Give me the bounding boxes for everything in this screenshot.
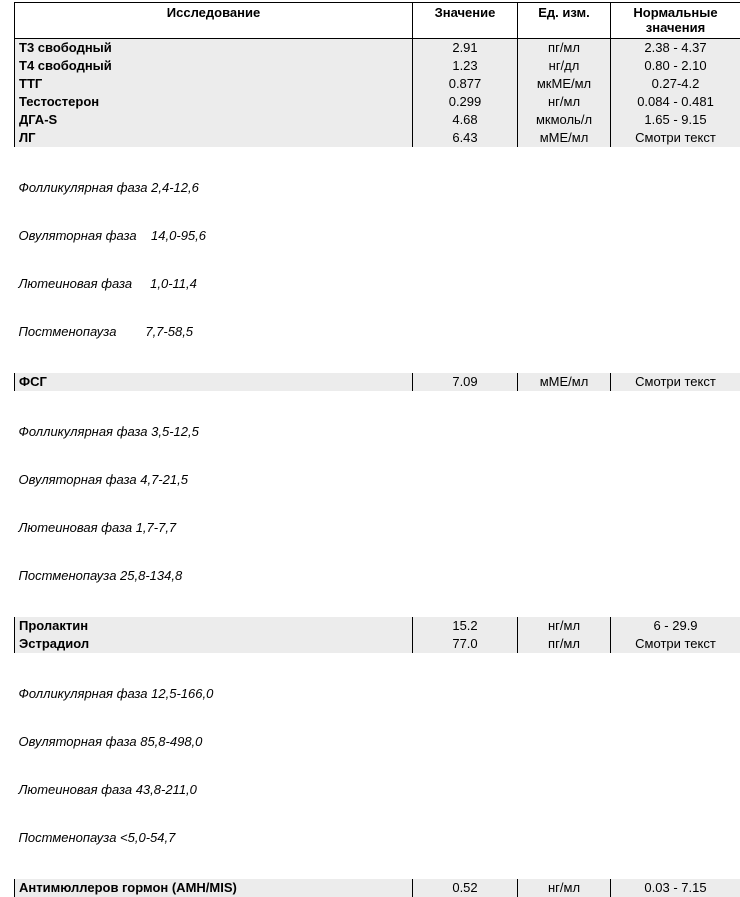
test-name: ЛГ: [15, 129, 413, 147]
reference-notes: [15, 391, 740, 617]
test-name: Пролактин: [15, 617, 413, 635]
test-value: 0.52: [413, 879, 518, 897]
header-unit: Ед. изм.: [518, 3, 611, 39]
test-value: 4.68: [413, 111, 518, 129]
note-line: Овуляторная фаза 14,0-95,6: [19, 228, 737, 244]
note-line: Лютеиновая фаза 1,0-11,4: [19, 276, 737, 292]
header-norm-line2: значения: [646, 20, 705, 35]
note-line: Лютеиновая фаза 1,7-7,7: [19, 520, 737, 536]
test-norm: 6 - 29.9: [611, 617, 740, 635]
test-unit: мМЕ/мл: [518, 129, 611, 147]
test-name: Т3 свободный: [15, 39, 413, 58]
test-name: ФСГ: [15, 373, 413, 391]
note-line: Фолликулярная фаза 3,5-12,5: [19, 424, 737, 440]
note-line: Постменопауза <5,0-54,7: [19, 830, 737, 846]
table-row-t3: [15, 39, 740, 58]
table-row-prolactin: [15, 617, 740, 635]
test-name: ДГА-S: [15, 111, 413, 129]
test-norm: 0.27-4.2: [611, 75, 740, 93]
test-name: Антимюллеров гормон (AMH/MIS): [15, 879, 413, 897]
test-unit: нг/дл: [518, 57, 611, 75]
test-norm: Смотри текст: [611, 373, 740, 391]
test-norm: 0.03 - 7.15: [611, 879, 740, 897]
reference-notes: [15, 653, 740, 879]
header-norm: [611, 3, 740, 39]
test-name: Т4 свободный: [15, 57, 413, 75]
test-name: ТТГ: [15, 75, 413, 93]
test-unit: нг/мл: [518, 617, 611, 635]
test-unit: пг/мл: [518, 39, 611, 58]
table-row-testosterone: [15, 93, 740, 111]
test-value: 1.23: [413, 57, 518, 75]
test-value: 7.09: [413, 373, 518, 391]
reference-notes-estradiol: [15, 653, 740, 879]
lab-results-table: [14, 2, 740, 897]
table-row-ttg: [15, 75, 740, 93]
table-row-fsh: [15, 373, 740, 391]
header-norm-line1: Нормальные: [633, 5, 717, 20]
test-norm: 2.38 - 4.37: [611, 39, 740, 58]
test-value: 2.91: [413, 39, 518, 58]
test-unit: мМЕ/мл: [518, 373, 611, 391]
test-value: 0.877: [413, 75, 518, 93]
test-unit: мкМЕ/мл: [518, 75, 611, 93]
test-name: Эстрадиол: [15, 635, 413, 653]
note-line: Фолликулярная фаза 2,4-12,6: [19, 180, 737, 196]
reference-notes: [15, 147, 740, 373]
test-norm: Смотри текст: [611, 129, 740, 147]
test-value: 15.2: [413, 617, 518, 635]
test-value: 6.43: [413, 129, 518, 147]
test-value: 77.0: [413, 635, 518, 653]
test-unit: нг/мл: [518, 93, 611, 111]
test-name: Тестостерон: [15, 93, 413, 111]
test-norm: Смотри текст: [611, 635, 740, 653]
note-line: Постменопауза 25,8-134,8: [19, 568, 737, 584]
reference-notes-lh: [15, 147, 740, 373]
header-value: Значение: [413, 3, 518, 39]
table-row-lh: [15, 129, 740, 147]
test-norm: 0.80 - 2.10: [611, 57, 740, 75]
reference-notes-fsh: [15, 391, 740, 617]
test-unit: пг/мл: [518, 635, 611, 653]
table-row-estradiol: [15, 635, 740, 653]
test-unit: мкмоль/л: [518, 111, 611, 129]
table-header-row: [15, 3, 740, 39]
table-row-amh: [15, 879, 740, 897]
test-norm: 1.65 - 9.15: [611, 111, 740, 129]
test-unit: нг/мл: [518, 879, 611, 897]
test-value: 0.299: [413, 93, 518, 111]
test-norm: 0.084 - 0.481: [611, 93, 740, 111]
table-row-t4: [15, 57, 740, 75]
note-line: Овуляторная фаза 4,7-21,5: [19, 472, 737, 488]
note-line: Постменопауза 7,7-58,5: [19, 324, 737, 340]
note-line: Фолликулярная фаза 12,5-166,0: [19, 686, 737, 702]
note-line: Овуляторная фаза 85,8-498,0: [19, 734, 737, 750]
header-test: Исследование: [15, 3, 413, 39]
table-row-dhea-s: [15, 111, 740, 129]
note-line: Лютеиновая фаза 43,8-211,0: [19, 782, 737, 798]
